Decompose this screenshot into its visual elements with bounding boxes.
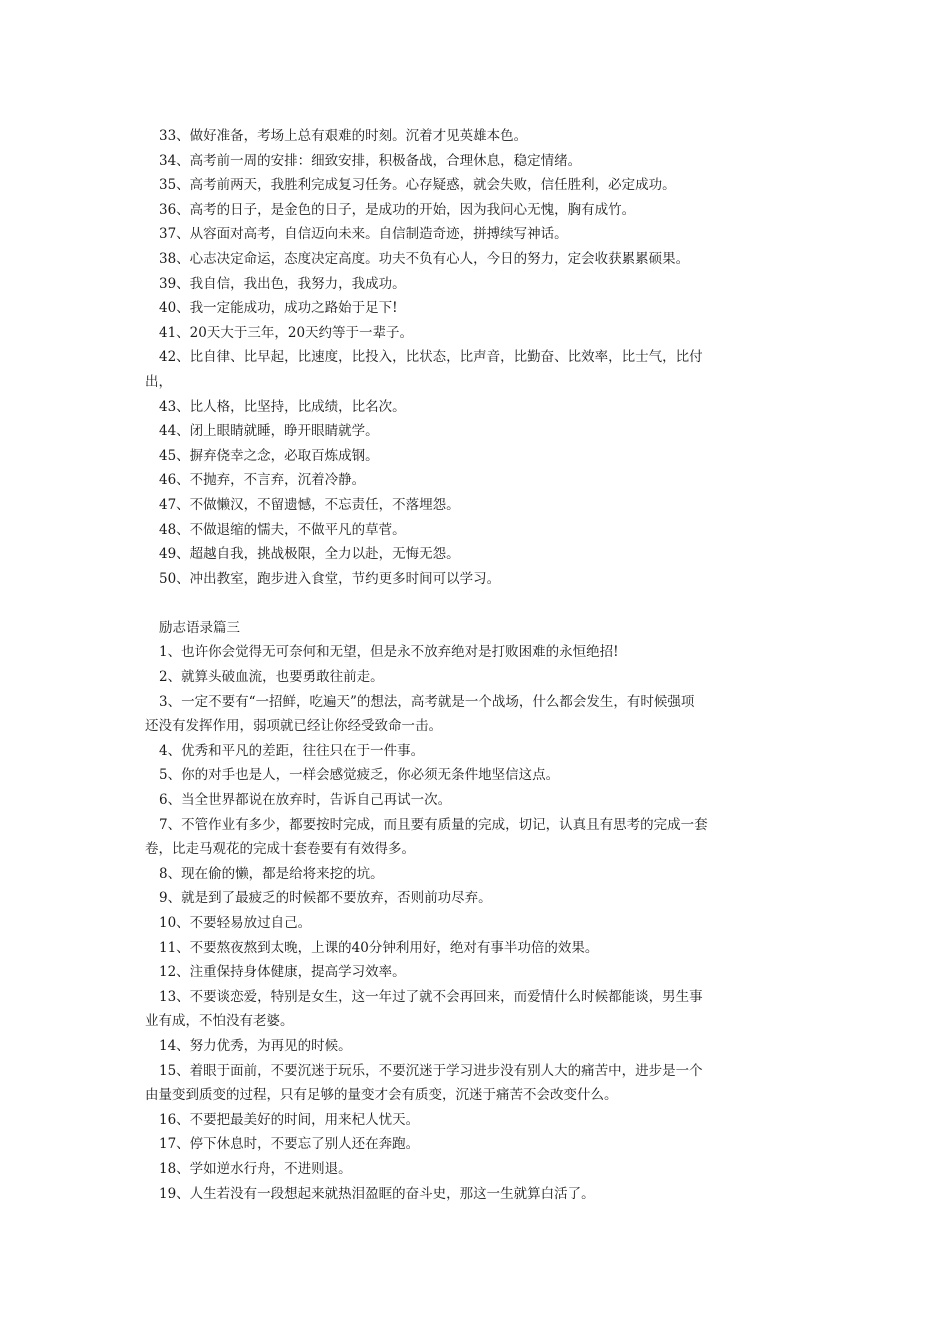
list-item: 9、就是到了最疲乏的时候都不要放弃，否则前功尽弃。 xyxy=(159,890,492,907)
list-item: 45、摒弃侥幸之念，必取百炼成钢。 xyxy=(159,447,379,464)
list-item-line: 3、一定不要有“一招鲜，吃遍天”的想法，高考就是一个战场，什么都会发生，有时候强项 xyxy=(159,693,695,710)
list-item: 35、高考前两天，我胜利完成复习任务。心存疑惑，就会失败，信任胜利，必定成功。 xyxy=(159,177,676,194)
list-item: 40、我一定能成功，成功之路始于足下! xyxy=(159,300,398,317)
list-item: 34、高考前一周的安排：细致安排，积极备战，合理休息，稳定情绪。 xyxy=(159,152,582,169)
list-item xyxy=(145,690,810,739)
list-item: 19、人生若没有一段想起来就热泪盈眶的奋斗史，那这一生就算白活了。 xyxy=(159,1185,595,1202)
list-item-line: 15、着眼于面前，不要沉迷于玩乐，不要沉迷于学习进步没有别人大的痛苦中，进步是一个 xyxy=(159,1062,703,1079)
list-item-line: 业有成，不怕没有老婆。 xyxy=(145,1013,294,1030)
list-item: 14、努力优秀，为再见的时候。 xyxy=(159,1037,352,1054)
list-item: 12、注重保持身体健康，提高学习效率。 xyxy=(159,964,406,981)
list-item: 37、从容面对高考，自信迈向未来。自信制造奇迹，拼搏续写神话。 xyxy=(159,226,568,243)
list-item-line: 7、不管作业有多少，都要按时完成，而且要有质量的完成，切记，认真且有思考的完成一套 xyxy=(159,816,708,833)
list-item-line: 还没有发挥作用，弱项就已经让你经受致命一击。 xyxy=(145,718,442,735)
list-item: 4、优秀和平凡的差距，往往只在于一件事。 xyxy=(159,742,425,759)
document-page xyxy=(145,124,810,1206)
list-item: 49、超越自我，挑战极限，全力以赴，无悔无怨。 xyxy=(159,546,460,563)
list-item: 33、做好准备，考场上总有艰难的时刻。沉着才见英雄本色。 xyxy=(159,128,528,144)
list-item: 47、不做懒汉，不留遗憾，不忘责任，不落埋怨。 xyxy=(159,496,460,513)
list-item xyxy=(145,345,810,394)
paragraph-gap xyxy=(145,591,810,616)
list-item: 17、停下休息时，不要忘了别人还在奔跑。 xyxy=(159,1136,420,1153)
section-heading: 励志语录篇三 xyxy=(159,619,240,636)
list-item: 1、也许你会觉得无可奈何和无望，但是永不放弃绝对是打败困难的永恒绝招! xyxy=(159,644,619,661)
list-item: 44、闭上眼睛就睡，睁开眼睛就学。 xyxy=(159,423,379,440)
list-item: 39、我自信，我出色，我努力，我成功。 xyxy=(159,275,406,292)
list-item xyxy=(145,813,810,862)
list-item: 38、心志决定命运，态度决定高度。功夫不负有心人，今日的努力，定会收获累累硕果。 xyxy=(159,250,690,267)
list-item: 43、比人格，比坚持，比成绩，比名次。 xyxy=(159,398,406,415)
list-item: 11、不要熬夜熬到太晚，上课的40分钟利用好，绝对有事半功倍的效果。 xyxy=(159,939,599,956)
list-item-line: 42、比自律、比早起，比速度，比投入，比状态，比声音，比勤奋、比效率，比士气，比付 xyxy=(159,349,703,366)
list-item: 2、就算头破血流，也要勇敢往前走。 xyxy=(159,669,384,686)
list-item: 36、高考的日子，是金色的日子，是成功的开始，因为我问心无愧，胸有成竹。 xyxy=(159,201,636,218)
list-item: 16、不要把最美好的时间，用来杞人忧天。 xyxy=(159,1111,420,1128)
list-item xyxy=(145,985,810,1034)
list-item: 41、20天大于三年，20天约等于一辈子。 xyxy=(159,324,414,341)
list-item: 6、当全世界都说在放弃时，告诉自己再试一次。 xyxy=(159,792,452,809)
list-item-line: 13、不要谈恋爱，特别是女生，这一年过了就不会再回来，而爱情什么时候都能谈，男生事 xyxy=(159,988,703,1005)
list-item: 5、你的对手也是人，一样会感觉疲乏，你必须无条件地坚信这点。 xyxy=(159,767,560,784)
list-item: 18、学如逆水行舟，不进则退。 xyxy=(159,1160,352,1177)
list-item-line: 出， xyxy=(145,373,172,390)
list-item: 46、不抛弃，不言弃，沉着冷静。 xyxy=(159,472,366,489)
list-item: 48、不做退缩的懦夫，不做平凡的草菅。 xyxy=(159,521,406,538)
list-item: 8、现在偷的懒，都是给将来挖的坑。 xyxy=(159,865,384,882)
list-item: 10、不要轻易放过自己。 xyxy=(159,915,312,931)
list-item-line: 卷，比走马观花的完成十套卷要有有效得多。 xyxy=(145,841,415,858)
list-item: 50、冲出教室，跑步进入食堂，节约更多时间可以学习。 xyxy=(159,570,501,587)
list-item xyxy=(145,1059,810,1108)
list-item-line: 由量变到质变的过程，只有足够的量变才会有质变，沉迷于痛苦不会改变什么。 xyxy=(145,1087,618,1104)
